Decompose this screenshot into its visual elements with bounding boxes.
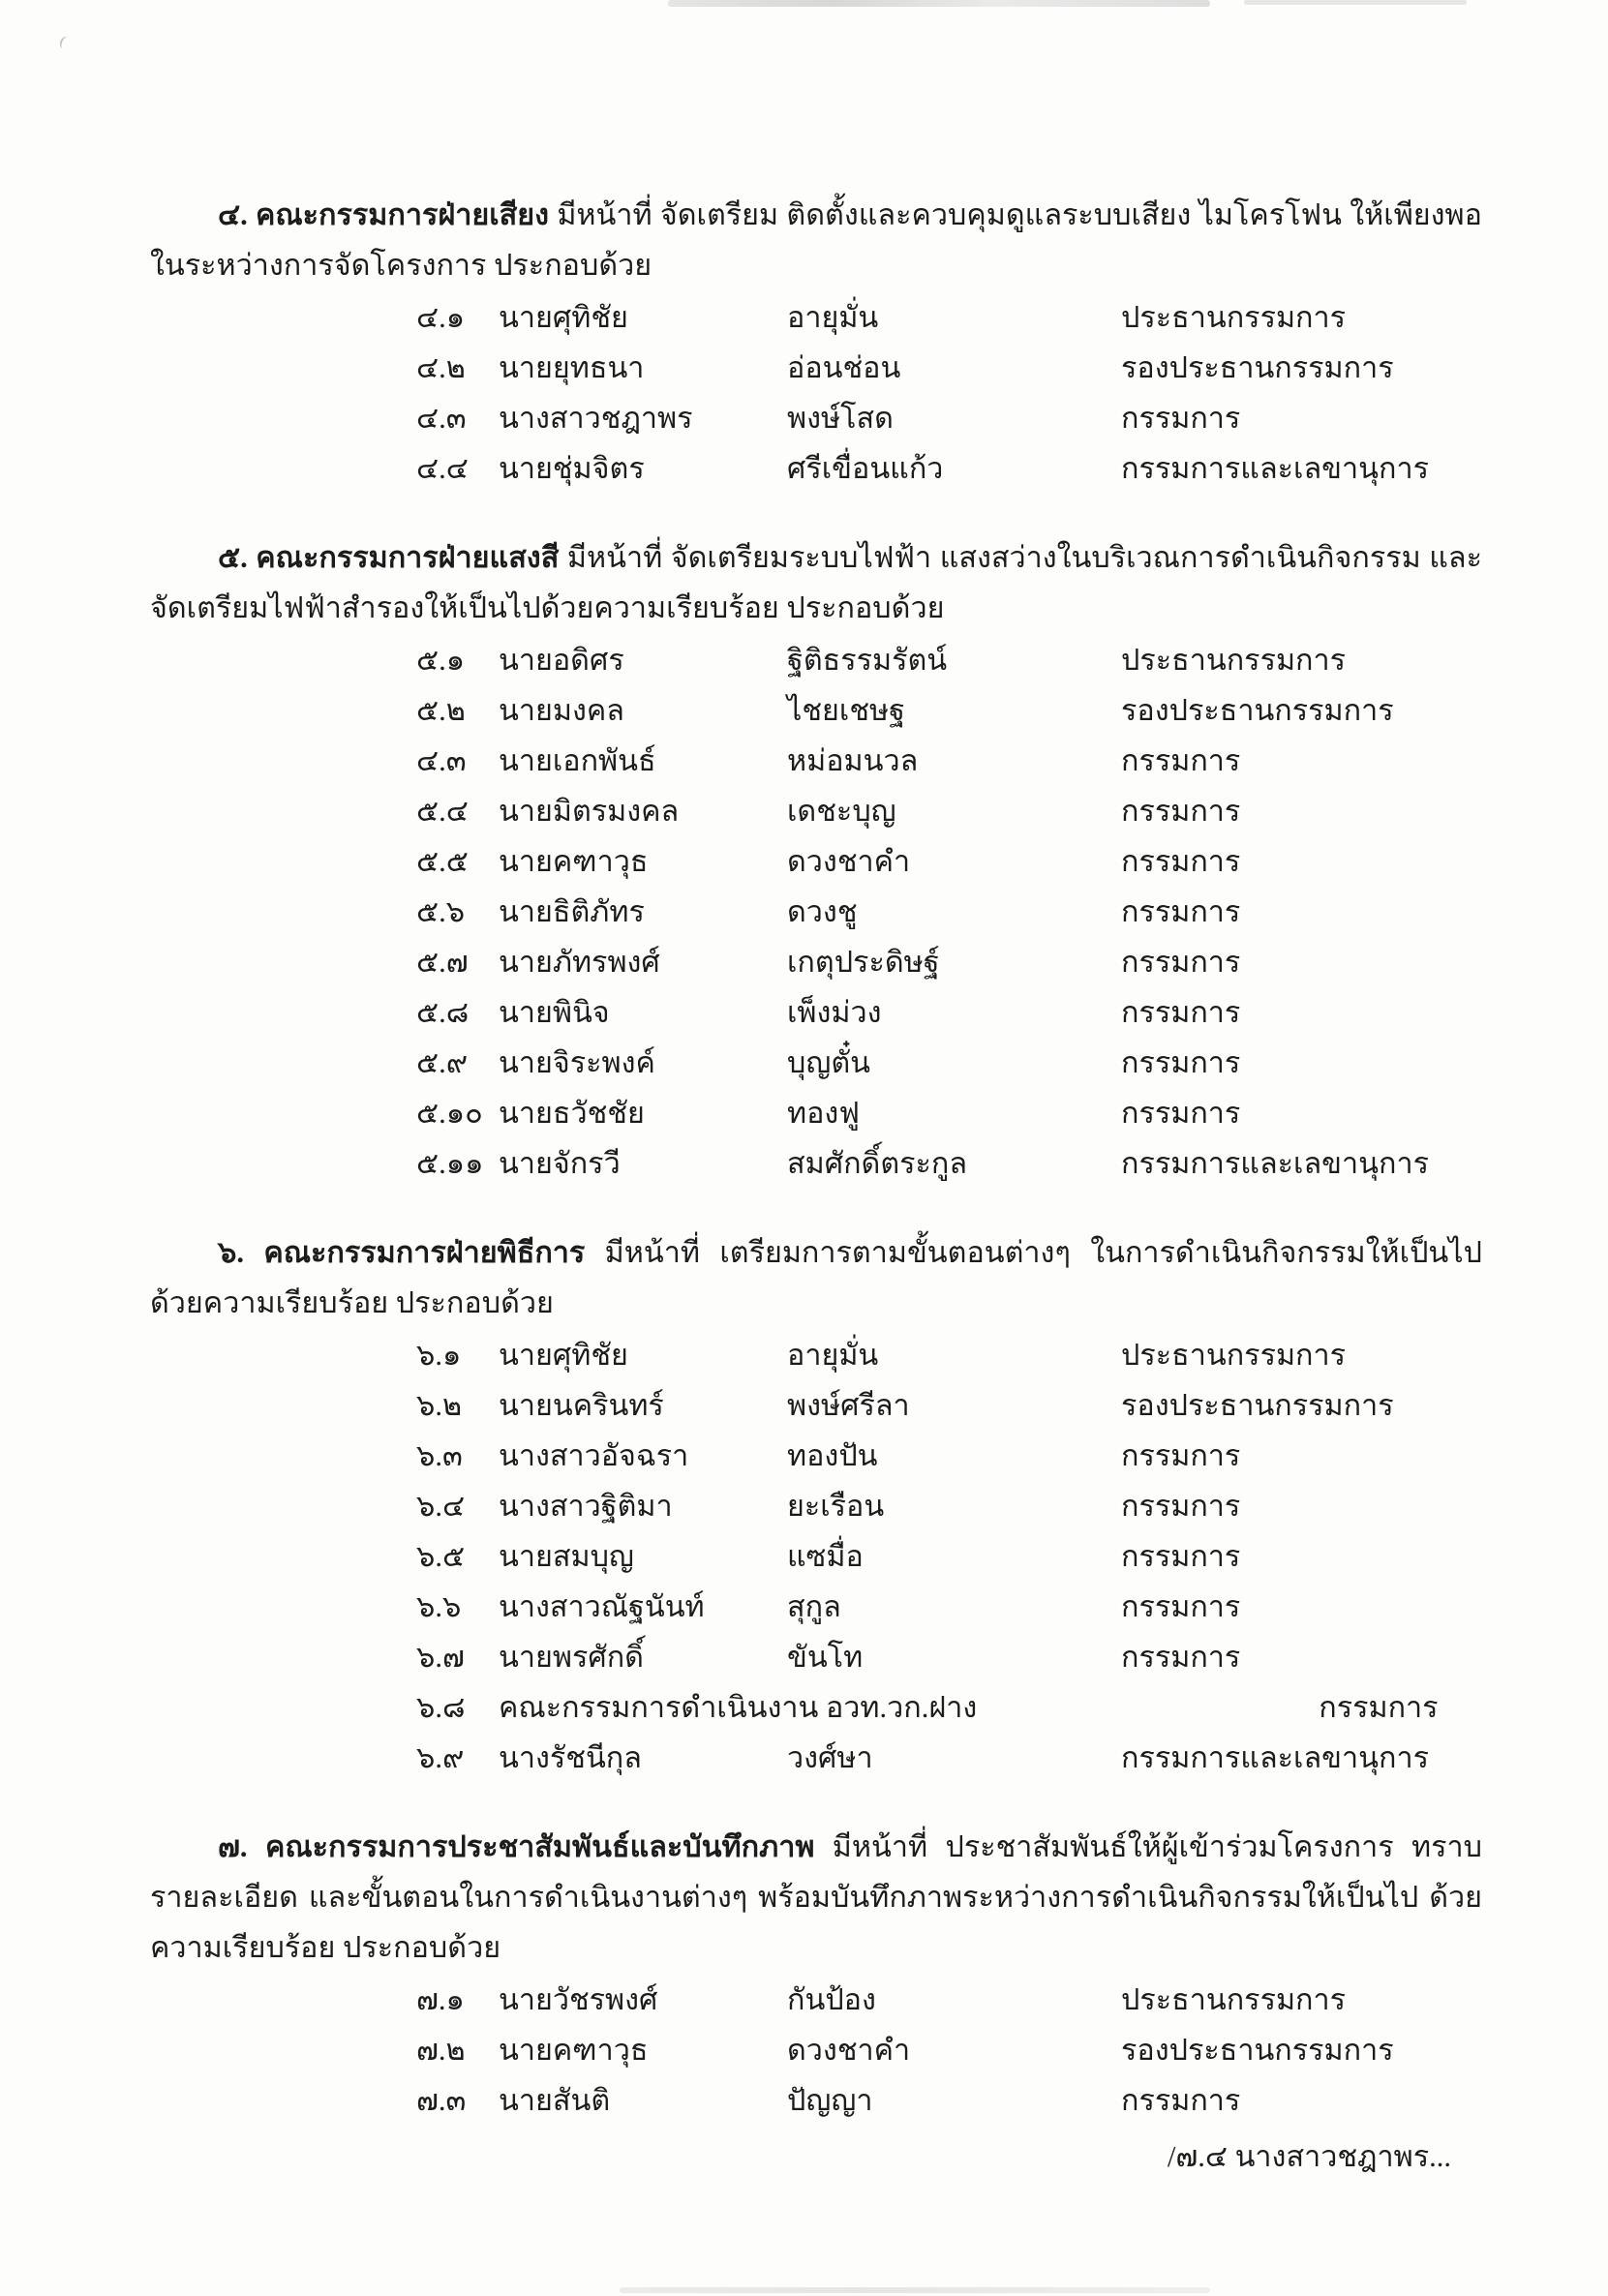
member-number: ๕.๒	[416, 694, 466, 727]
member-position: กรรมการ	[1121, 795, 1241, 828]
member-surname: เกตุประดิษฐ์	[787, 946, 940, 979]
section-heading-description: มีหน้าที่ จัดเตรียมระบบไฟฟ้า แสงสว่างในบริเวณการดำเนินกิจกรรม และจัดเตรียมไฟฟ้าสำรองให้เป็นไปด้วยความเรียบร้อย ประกอบด้วย	[150, 541, 1482, 624]
section-heading-description: มีหน้าที่ ประชาสัมพันธ์ให้ผู้เข้าร่วมโครงการ ทราบรายละเอียด และขั้นตอนในการดำเนินงานต่างๆ พร้อมบันทึกภาพระหว่างการดำเนินกิจกรรมให้เป็นไป ด้วยความเรียบร้อย ประกอบด้วย	[150, 1830, 1482, 1964]
member-position: กรรมการ	[1121, 402, 1241, 435]
member-row	[416, 1632, 1482, 1682]
page-continuation-note: /๗.๔ นางสาวชฎาพร...	[1167, 2140, 1451, 2173]
member-number: ๕.๑	[416, 644, 466, 677]
member-row	[416, 393, 1482, 443]
member-surname: ขันโท	[787, 1641, 864, 1674]
member-name: นายภัทรพงศ์	[499, 946, 660, 979]
member-number: ๗.๒	[416, 2034, 466, 2067]
member-row	[416, 1975, 1482, 2025]
member-position: กรรมการ	[1121, 1097, 1241, 1130]
member-position: กรรมการ	[1121, 1590, 1241, 1623]
member-row	[416, 937, 1482, 987]
section-heading-title: ๗. คณะกรรมการประชาสัมพันธ์และบันทึกภาพ	[218, 1830, 815, 1863]
member-position: รองประธานกรรมการ	[1121, 351, 1394, 384]
member-number: ๖.๔	[416, 1490, 466, 1523]
member-name: นายธวัชชัย	[499, 1097, 645, 1130]
scan-artifact-top-right	[1244, 0, 1467, 5]
member-list	[150, 1330, 1482, 1783]
member-position: กรรมการ	[1121, 744, 1241, 777]
member-position: กรรมการ	[1121, 1490, 1241, 1523]
member-name: นายยุทธนา	[499, 351, 645, 384]
member-number: ๗.๑	[416, 1983, 465, 2016]
committee-section	[150, 532, 1482, 1189]
member-number: ๖.๗	[416, 1641, 465, 1674]
member-position: กรรมการ	[1121, 946, 1241, 979]
member-surname: วงศ์ษา	[787, 1741, 873, 1774]
member-number: ๕.๘	[416, 996, 470, 1029]
member-surname: ยะเรือน	[787, 1490, 885, 1523]
member-name: นายสมบุญ	[499, 1540, 634, 1573]
member-position: ประธานกรรมการ	[1121, 1983, 1347, 2016]
member-row	[416, 1682, 1482, 1733]
member-position: กรรมการ	[1121, 996, 1241, 1029]
member-name: นายมิตรมงคล	[499, 795, 680, 828]
member-name: นางรัชนีกุล	[499, 1741, 642, 1774]
member-row	[416, 1733, 1482, 1783]
member-number: ๖.๙	[416, 1741, 465, 1774]
member-surname: อ่อนช่อน	[787, 351, 901, 384]
member-number: ๖.๕	[416, 1540, 466, 1573]
member-number: ๔.๓	[416, 744, 467, 777]
member-row	[416, 2025, 1482, 2075]
member-surname: เดชะบุญ	[787, 795, 896, 828]
member-position: รองประธานกรรมการ	[1121, 2034, 1394, 2067]
committee-section	[150, 1822, 1482, 2126]
member-surname: กันป้อง	[787, 1983, 876, 2016]
committee-section	[150, 1227, 1482, 1783]
member-position: กรรมการ	[1121, 1439, 1241, 1472]
member-surname: พงษ์ศรีลา	[787, 1389, 910, 1422]
member-row	[416, 1138, 1482, 1189]
member-number: ๕.๕	[416, 845, 469, 878]
member-number: ๔.๑	[416, 301, 466, 334]
member-row	[416, 635, 1482, 685]
member-row	[416, 1088, 1482, 1138]
member-name: นายธิติภัทร	[499, 895, 645, 928]
member-position: กรรมการ	[1121, 1641, 1241, 1674]
member-name: นายจิระพงค์	[499, 1046, 655, 1079]
member-position: ประธานกรรมการ	[1121, 301, 1347, 334]
member-row	[416, 786, 1482, 836]
member-surname: พงษ์โสด	[787, 402, 894, 435]
member-name: นางสาวชฎาพร	[499, 402, 693, 435]
member-number: ๔.๒	[416, 351, 466, 384]
member-position: กรรมการ	[1121, 1046, 1241, 1079]
member-number: ๖.๘	[416, 1691, 466, 1724]
member-surname: อายุมั่น	[787, 301, 879, 334]
section-heading-title: ๖. คณะกรรมการฝ่ายพิธีการ	[218, 1236, 586, 1269]
member-surname: เพ็งม่วง	[787, 996, 882, 1029]
member-name: คณะกรรมการดำเนินงาน อวท.วก.ฝาง	[499, 1691, 978, 1724]
member-name: นายศุทิชัย	[499, 1339, 628, 1372]
section-heading	[150, 1822, 1482, 1973]
section-heading	[150, 190, 1482, 290]
member-row	[416, 292, 1482, 343]
member-name: นางสาวณัฐนันท์	[499, 1590, 705, 1623]
member-surname: แซมื่อ	[787, 1540, 864, 1573]
member-name: นายสันติ	[499, 2084, 611, 2117]
member-list	[150, 635, 1482, 1189]
member-surname: ดวงชู	[787, 895, 858, 928]
member-surname: ทองฟู	[787, 1097, 860, 1130]
member-surname: ศรีเขื่อนแก้ว	[787, 452, 944, 485]
member-number: ๗.๓	[416, 2084, 467, 2117]
member-number: ๕.๑๐	[416, 1097, 483, 1130]
member-position: กรรมการ	[1319, 1691, 1439, 1724]
member-surname: ดวงชาคำ	[787, 845, 911, 878]
member-position: กรรมการและเลขานุการ	[1121, 452, 1429, 485]
member-position: รองประธานกรรมการ	[1121, 1389, 1394, 1422]
member-row	[416, 343, 1482, 393]
scan-artifact-bottom	[620, 2287, 1210, 2293]
member-surname: ปัญญา	[787, 2084, 873, 2117]
member-surname: ทองปัน	[787, 1439, 878, 1472]
member-position: กรรมการและเลขานุการ	[1121, 1741, 1429, 1774]
committee-section	[150, 190, 1482, 494]
member-surname: อายุมั่น	[787, 1339, 879, 1372]
member-name: นายพินิจ	[499, 996, 610, 1029]
member-row	[416, 1481, 1482, 1531]
section-heading-title: ๔. คณะกรรมการฝ่ายเสียง	[218, 198, 550, 231]
member-number: ๖.๖	[416, 1590, 462, 1623]
member-surname: ไชยเชษฐ	[787, 694, 905, 727]
member-name: นายวัชรพงศ์	[499, 1983, 658, 2016]
member-position: ประธานกรรมการ	[1121, 644, 1347, 677]
member-name: นายนครินทร์	[499, 1389, 664, 1422]
member-row	[416, 685, 1482, 736]
member-list	[150, 292, 1482, 494]
member-name: นายจักรวี	[499, 1147, 621, 1180]
member-number: ๕.๑๑	[416, 1147, 484, 1180]
member-row	[416, 836, 1482, 887]
member-number: ๔.๔	[416, 452, 469, 485]
member-row	[416, 2075, 1482, 2126]
section-heading-description: มีหน้าที่ จัดเตรียม ติดตั้งและควบคุมดูแลระบบเสียง ไมโครโฟน ให้เพียงพอในระหว่างการจัดโครงการ ประกอบด้วย	[150, 198, 1482, 282]
member-number: ๕.๖	[416, 895, 466, 928]
member-surname: หม่อมนวล	[787, 744, 919, 777]
member-row	[416, 736, 1482, 786]
member-number: ๖.๓	[416, 1439, 463, 1472]
member-row	[416, 1330, 1482, 1380]
member-position: กรรมการ	[1121, 845, 1241, 878]
section-heading-description: มีหน้าที่ เตรียมการตามขั้นตอนต่างๆ ในการดำเนินกิจกรรมให้เป็นไป ด้วยความเรียบร้อย ประกอบด้วย	[150, 1236, 1482, 1319]
member-name: นายเอกพันธ์	[499, 744, 656, 777]
member-number: ๖.๑	[416, 1339, 462, 1372]
member-row	[416, 987, 1482, 1038]
member-position: กรรมการ	[1121, 2084, 1241, 2117]
member-position: รองประธานกรรมการ	[1121, 694, 1394, 727]
section-heading-title: ๕. คณะกรรมการฝ่ายแสงสี	[218, 541, 560, 574]
member-surname: สมศักดิ์ตระกูล	[787, 1147, 968, 1180]
member-surname: บุญตั๋น	[787, 1046, 871, 1079]
member-number: ๔.๓	[416, 402, 467, 435]
member-number: ๕.๔	[416, 795, 469, 828]
member-surname: ดวงชาคำ	[787, 2034, 911, 2067]
member-number: ๕.๙	[416, 1046, 469, 1079]
member-row	[416, 1038, 1482, 1088]
member-row	[416, 443, 1482, 494]
member-name: นายมงคล	[499, 694, 624, 727]
scan-artifact-curl	[58, 35, 73, 50]
member-number: ๖.๒	[416, 1389, 463, 1422]
member-name: นายชุ่มจิตร	[499, 452, 645, 485]
member-name: นายพรศักดิ์	[499, 1641, 644, 1674]
member-name: นายอดิศร	[499, 644, 624, 677]
member-row	[416, 1531, 1482, 1582]
member-row	[416, 1582, 1482, 1632]
member-position: ประธานกรรมการ	[1121, 1339, 1347, 1372]
member-position: กรรมการ	[1121, 1540, 1241, 1573]
member-row	[416, 1431, 1482, 1481]
member-row	[416, 1380, 1482, 1431]
member-row	[416, 887, 1482, 937]
member-name: นายคฑาวุธ	[499, 2034, 649, 2067]
scan-artifact-top	[668, 0, 1210, 7]
member-surname: สุกูล	[787, 1590, 841, 1623]
member-position: กรรมการและเลขานุการ	[1121, 1147, 1429, 1180]
member-name: นายศุทิชัย	[499, 301, 628, 334]
section-heading	[150, 532, 1482, 633]
member-surname: ฐิติธรรมรัตน์	[787, 644, 948, 677]
member-name: นายคฑาวุธ	[499, 845, 649, 878]
section-heading	[150, 1227, 1482, 1328]
member-number: ๕.๗	[416, 946, 469, 979]
member-name: นางสาวอัจฉรา	[499, 1439, 689, 1472]
member-position: กรรมการ	[1121, 895, 1241, 928]
member-list	[150, 1975, 1482, 2126]
member-name: นางสาวฐิติมา	[499, 1490, 673, 1523]
committee-sections	[150, 190, 1482, 2126]
